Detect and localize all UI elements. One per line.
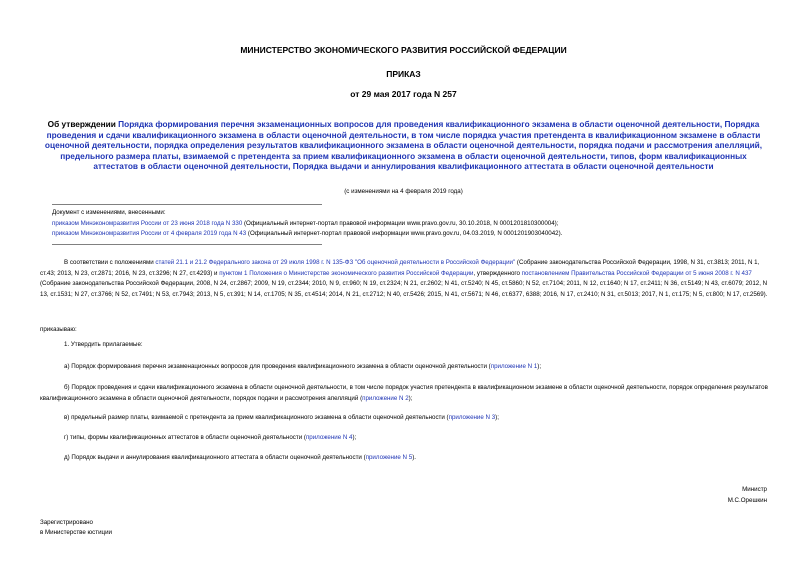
item-a-text: а) Порядок формирования перечня экзаменационных вопросов для проведения квалификационного экзамена в области оценочной деятельности ( — [64, 363, 491, 370]
signature-block — [728, 485, 767, 506]
ministry-heading: МИНИСТЕРСТВО ЭКОНОМИЧЕСКОГО РАЗВИТИЯ РОССИЙСКОЙ ФЕДЕРАЦИИ — [240, 45, 567, 55]
preamble-paragraph — [40, 258, 772, 300]
order-word: приказываю: — [40, 326, 77, 333]
item-c — [64, 413, 772, 424]
item-b-end: ); — [408, 394, 413, 402]
amendment-item — [52, 219, 752, 230]
item-e-text: д) Порядок выдачи и аннулирования квалификационного аттестата в области оценочной деятельности ( — [64, 454, 366, 461]
appendix-1-link[interactable]: приложение N 1 — [490, 363, 538, 370]
amendment-note: (с изменениями на 4 февраля 2019 года) — [344, 188, 463, 195]
preamble-text: , утвержденного — [473, 269, 522, 277]
ministry-regulation-link[interactable]: пунктом 1 Положения о Министерстве экономического развития Российской Федерации — [219, 269, 474, 277]
amendment-link[interactable]: приказом Минэкономразвития России от 4 февраля 2019 года N 43 — [52, 230, 247, 237]
amendments-heading: Документ с изменениями, внесенными: — [52, 209, 166, 216]
amendment-item — [52, 229, 752, 240]
registration-line-2: в Министерстве юстиции — [40, 529, 113, 536]
amendments-bottom-divider — [52, 244, 322, 245]
item-e-end: ). — [412, 454, 416, 461]
amendments-block — [52, 208, 752, 240]
item-a-end: ); — [537, 363, 542, 370]
appendix-2-link[interactable]: приложение N 2 — [362, 394, 409, 402]
item-b — [40, 383, 772, 404]
title-prefix: Об утверждении — [47, 119, 119, 129]
registration-line-1: Зарегистрировано — [40, 519, 93, 526]
preamble-text: В соответствии с положениями — [64, 259, 156, 266]
item-c-text: в) предельный размер платы, взимаемой с претендента за прием квалификационного экзамена в области оценочной деятельности ( — [64, 414, 449, 421]
item-d-end: ); — [352, 434, 357, 441]
appendix-4-link[interactable]: приложение N 4 — [305, 434, 353, 441]
appendix-5-link[interactable]: приложение N 5 — [365, 454, 413, 461]
signatory-position: Министр — [742, 486, 767, 493]
document-type: ПРИКАЗ — [386, 69, 421, 79]
amendment-link[interactable]: приказом Минэкономразвития России от 23 июня 2018 года N 330 — [52, 219, 243, 227]
item-e — [64, 453, 772, 464]
amendments-top-divider — [52, 204, 322, 205]
title-link[interactable]: Порядка формирования перечня экзаменационных вопросов для проведения квалификационного экзамена в области оценочной деятельности, Порядка проведения и сдачи квалификационного экзамена в области оценочной деятельности, в том числе порядка участия претендента в квалификационном экзамене в области оценочной деятельности, порядка определения результатов квалификационного экзамена в области оценочной деятельности, порядка подачи и рассмотрения апелляций, предельного размера платы, взимаемой с претендента за прием квалификационного экзамена в области оценочной деятельности, типов, форм квалификационных аттестатов в области оценочной деятельности, Порядка выдачи и аннулирования квалификационного аттестата в области оценочной деятельности — [44, 119, 763, 172]
item-b-text: б) Порядок проведения и сдачи квалификационного экзамена в области оценочной деятельности, в том числе порядок участия претендента в квалификационном экзамене в области оценочной деятельности, порядок определения результатов квалификационного экзамена в области оценочной деятельности, порядок подачи и рассмотрения апелляций ( — [40, 384, 768, 402]
amendment-source: (Официальный интернет-портал правовой информации www.pravo.gov.ru, 30.10.2018, N 0001201810300004); — [242, 219, 559, 227]
preamble-text: (Собрание законодательства Российской Федерации, 1998, N 31, ст.3813; 2011, N 1, ст.43; 2013, N 23, ст.2871; 2016, N 23, ст.3296; N 27, ст.4293) и — [40, 259, 760, 277]
federal-law-link[interactable]: статей 21.1 и 21.2 Федерального закона от 29 июля 1998 г. N 135-ФЗ "Об оценочной деятельности в Российской Федерации" — [155, 259, 516, 266]
preamble-text: (Собрание законодательства Российской Федерации, 2008, N 24, ст.2867; 2009, N 19, ст.2344; 2010, N 9, ст.960; N 19, ст.2324; N 21, ст.2602; N 41, ст.5240; N 45, ст.5860; N 52, ст.7104; 2011, N 12, ст.1640; N 17, ст.2411; N 36, ст.5149; N 43, ст.6079; 2012, N 13, ст.1531; N 27, ст.3766; N 52, ст.7491; N 53, ст.7943; 2013, N 5, ст.391; N 14, ст.1705; N 35, ст.4514; 2014, N 21, ст.2712; N 40, ст.5426; 2015, N 41, ст.5671; N 46, ст.6377, 6388; 2016, N 17, ст.2410; N 31, ст.5013; 2017, N 1, ст.175; N 5, ст.800; N 17, ст.2569). — [40, 280, 768, 298]
item-c-end: ); — [495, 414, 499, 421]
item-d — [64, 433, 772, 444]
signatory-name: М.С.Орешкин — [727, 496, 767, 504]
document-title — [40, 119, 767, 172]
item-a — [64, 362, 772, 373]
document-date-number: от 29 мая 2017 года N 257 — [350, 89, 457, 99]
appendix-3-link[interactable]: приложение N 3 — [448, 414, 496, 421]
approve-line: 1. Утвердить прилагаемые: — [64, 341, 143, 348]
item-d-text: г) типы, формы квалификационных аттестатов в области оценочной деятельности ( — [64, 434, 306, 441]
amendment-source: (Официальный интернет-портал правовой информации www.pravo.gov.ru, 04.03.2019, N 0001201903040042). — [246, 230, 563, 237]
government-resolution-link[interactable]: постановлением Правительства Российской Федерации от 5 июня 2008 г. N 437 — [521, 269, 752, 277]
